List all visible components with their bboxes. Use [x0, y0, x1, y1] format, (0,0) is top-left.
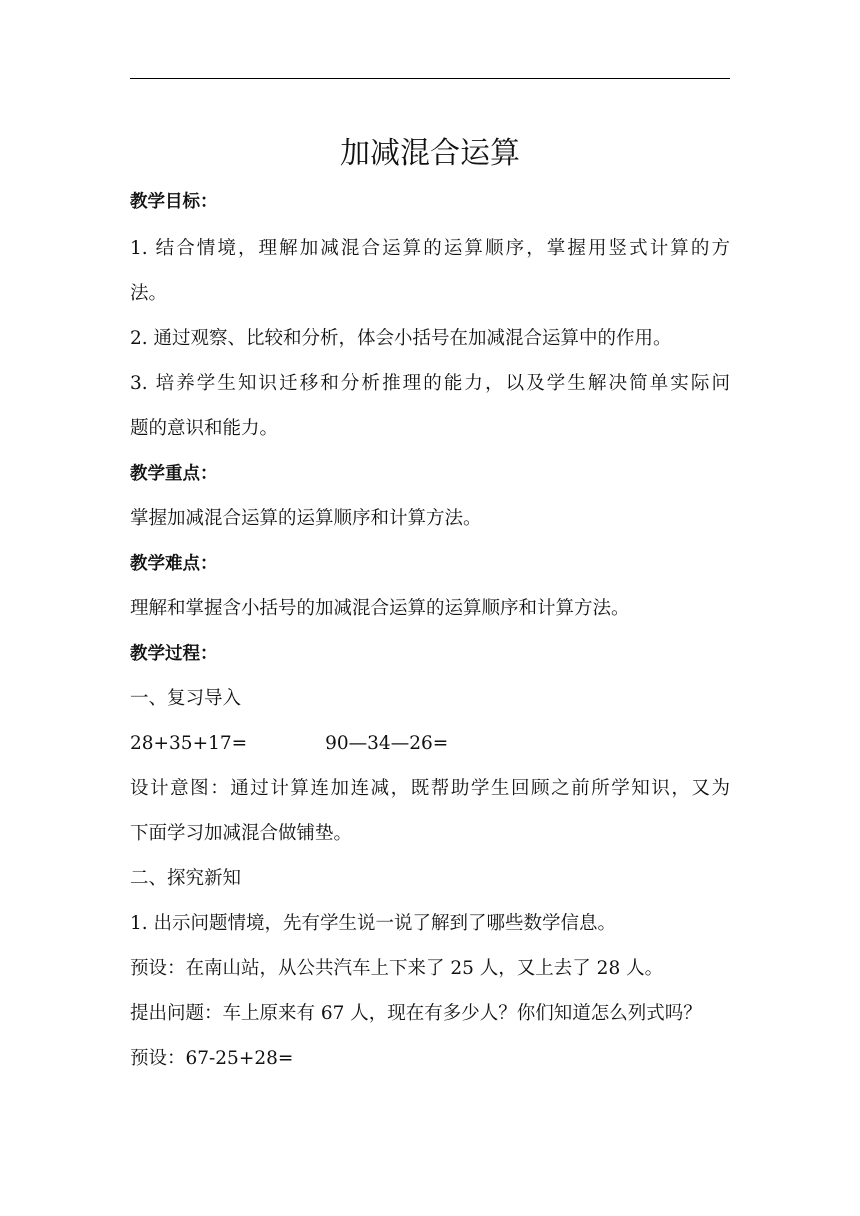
review-expression-1: 28+35+17= [130, 733, 248, 754]
header-rule [130, 78, 730, 79]
objective-1-line-1: 1. 结合情境，理解加减混合运算的运算顺序，掌握用竖式计算的方 [130, 238, 730, 259]
objective-3-line-2: 题的意识和能力。 [130, 418, 279, 439]
preset-1-text: 预设：在南山站，从公共汽车上下来了 25 人，又上去了 28 人。 [130, 958, 664, 979]
design-intent-line-2: 下面学习加减混合做铺垫。 [130, 823, 353, 844]
review-expressions [130, 731, 740, 757]
section-2-heading: 二、探究新知 [130, 868, 242, 889]
preset-2-text: 预设：67-25+28= [130, 1048, 294, 1069]
page-title: 加减混合运算 [340, 136, 520, 171]
section-1-heading: 一、复习导入 [130, 688, 242, 709]
review-expression-2: 90—34—26= [325, 733, 449, 754]
key-points-heading: 教学重点： [130, 464, 218, 484]
difficulties-text: 理解和掌握含小括号的加减混合运算的运算顺序和计算方法。 [130, 598, 630, 619]
key-points-text: 掌握加减混合运算的运算顺序和计算方法。 [130, 508, 482, 529]
objectives-heading: 教学目标： [130, 192, 218, 212]
difficulties-heading: 教学难点： [130, 554, 218, 574]
question-text: 提出问题：车上原来有 67 人，现在有多少人？你们知道怎么列式吗？ [130, 1003, 702, 1024]
design-intent-line-1: 设计意图：通过计算连加连减，既帮助学生回顾之前所学知识，又为 [130, 778, 730, 799]
objective-3-line-1: 3. 培养学生知识迁移和分析推理的能力，以及学生解决简单实际问 [130, 373, 730, 394]
process-heading: 教学过程： [130, 644, 218, 664]
objective-2: 2. 通过观察、比较和分析，体会小括号在加减混合运算中的作用。 [130, 328, 672, 349]
step-1-text: 1. 出示问题情境，先有学生说一说了解到了哪些数学信息。 [130, 913, 617, 934]
objective-1-line-2: 法。 [130, 283, 168, 304]
